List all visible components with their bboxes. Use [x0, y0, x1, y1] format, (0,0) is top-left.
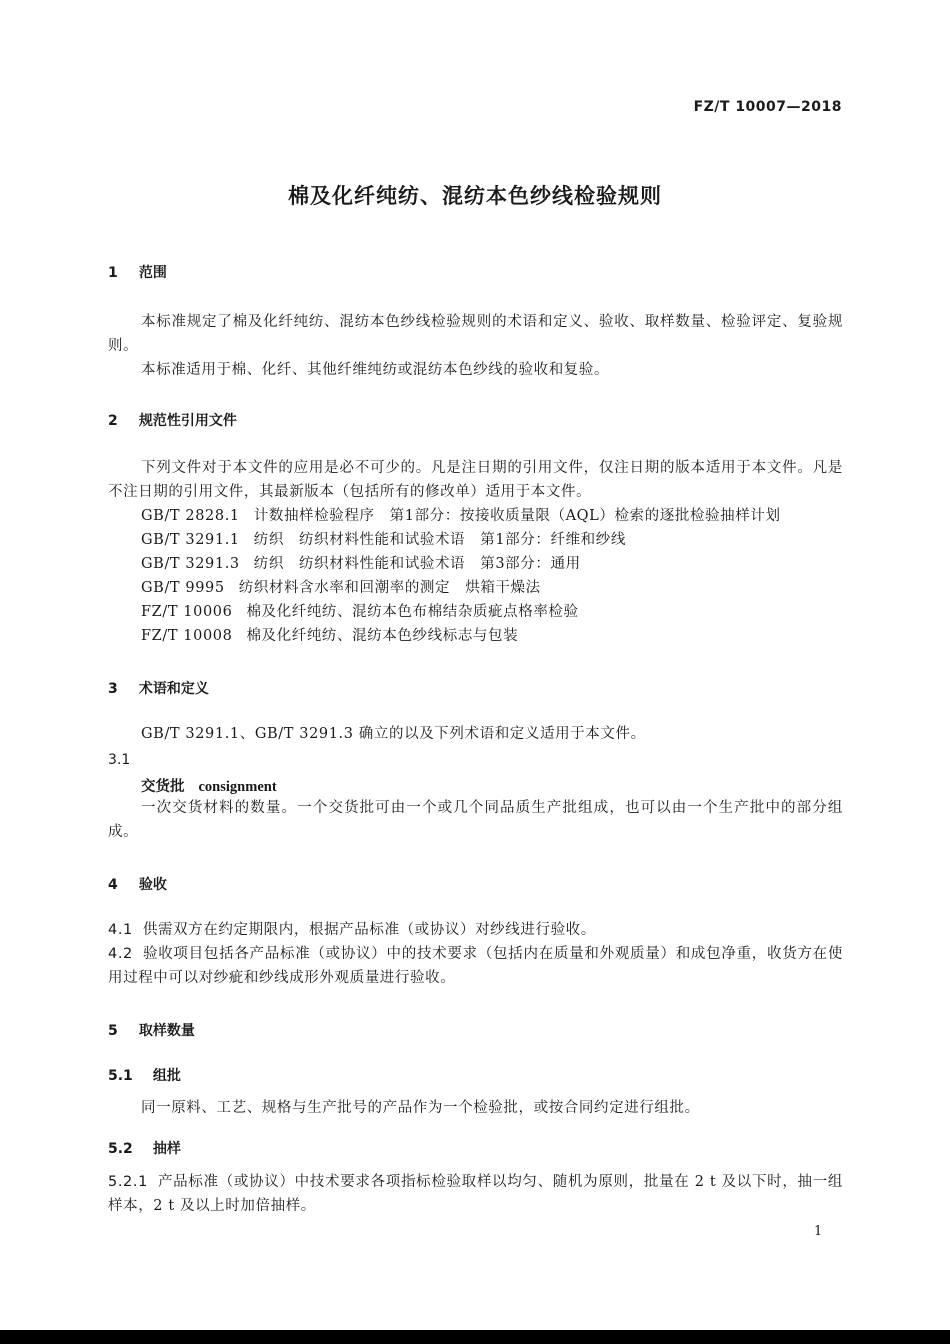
clause-text: 验收项目包括各产品标准（或协议）中的技术要求（包括内在质量和外观质量）和成包净重，收货方在使用过程中可以对纱疵和纱线成形外观质量进行验收。: [108, 946, 843, 986]
section-3-heading: [108, 678, 209, 698]
subsection-title: 组批: [152, 1068, 181, 1084]
term-english: consignment: [198, 779, 277, 795]
references-intro: 下列文件对于本文件的应用是必不可少的。凡是注日期的引用文件，仅注日期的版本适用于本文件。凡是不注日期的引用文件，其最新版本（包括所有的修改单）适用于本文件。: [108, 460, 843, 500]
reference-title: 纺织材料含水率和回潮率的测定 烘箱干燥法: [238, 580, 541, 596]
section-title: 验收: [138, 877, 167, 893]
reference-code: GB/T 2828.1: [141, 508, 240, 524]
clause-text: 产品标准（或协议）中技术要求各项指标检验取样以均匀、随机为原则，批量在 2 t 及以下时，抽一组样本，2 t 及以上时加倍抽样。: [108, 1174, 843, 1214]
section-1-heading: [108, 262, 167, 282]
subsection-number: 5.2: [108, 1141, 133, 1157]
reference-code: GB/T 9995: [141, 580, 225, 596]
section-5-heading: [108, 1020, 195, 1040]
bottom-rule: [0, 1330, 950, 1344]
reference-item: [141, 576, 541, 600]
batching-paragraph: 同一原料、工艺、规格与生产批号的产品作为一个检验批，或按合同约定进行组批。: [141, 1100, 700, 1116]
clause-text: 供需双方在约定期限内，根据产品标准（或协议）对纱线进行验收。: [142, 922, 596, 938]
reference-code: FZ/T 10008: [141, 628, 233, 644]
document-title: 棉及化纤纯纺、混纺本色纱线检验规则: [288, 184, 662, 208]
reference-title: 纺织 纺织材料性能和试验术语 第3部分：通用: [253, 556, 581, 572]
section-number: 4: [108, 877, 118, 893]
section-title: 范围: [138, 265, 167, 281]
term-chinese: 交货批: [141, 778, 185, 795]
reference-item: [141, 504, 781, 528]
reference-code: FZ/T 10006: [141, 604, 233, 620]
section-2-heading: [108, 410, 237, 430]
reference-code: GB/T 3291.3: [141, 556, 240, 572]
subsection-5-2-heading: [108, 1138, 181, 1158]
reference-title: 棉及化纤纯纺、混纺本色纱线标志与包装: [246, 628, 519, 644]
standard-code: FZ/T 10007—2018: [693, 99, 842, 115]
clause-number: 3.1: [108, 752, 131, 768]
clause-number: 4.1: [108, 922, 133, 938]
scope-paragraph-2: 本标准适用于棉、化纤、其他纤维纯纺或混纺本色纱线的验收和复验。: [141, 362, 610, 378]
page-number: 1: [814, 1224, 823, 1239]
clause-5-2-1: [108, 1170, 843, 1218]
clause-4-2: [108, 942, 843, 990]
section-title: 取样数量: [138, 1023, 195, 1039]
reference-item: [141, 552, 581, 576]
section-title: 术语和定义: [138, 681, 209, 697]
terms-intro: GB/T 3291.1、GB/T 3291.3 确立的以及下列术语和定义适用于本文件。: [141, 726, 646, 742]
term-definition: 一次交货材料的数量。一个交货批可由一个或几个同品质生产批组成，也可以由一个生产批中的部分组成。: [108, 800, 843, 840]
clause-number: 5.2.1: [108, 1174, 148, 1190]
subsection-number: 5.1: [108, 1068, 133, 1084]
clause-4-1: [108, 918, 843, 942]
subsection-5-1-heading: [108, 1065, 181, 1085]
reference-title: 棉及化纤纯纺、混纺本色布棉结杂质疵点格率检验: [246, 604, 579, 620]
subsection-title: 抽样: [152, 1141, 181, 1157]
reference-item: [141, 600, 579, 624]
reference-title: 计数抽样检验程序 第1部分：按接收质量限（AQL）检索的逐批检验抽样计划: [253, 508, 781, 524]
reference-code: GB/T 3291.1: [141, 532, 240, 548]
reference-item: [141, 528, 626, 552]
section-number: 2: [108, 413, 118, 429]
reference-title: 纺织 纺织材料性能和试验术语 第1部分：纤维和纱线: [253, 532, 626, 548]
reference-item: [141, 624, 518, 648]
section-number: 3: [108, 681, 118, 697]
section-title: 规范性引用文件: [138, 413, 237, 429]
clause-number: 4.2: [108, 946, 133, 962]
term-entry: [141, 775, 277, 796]
section-4-heading: [108, 874, 167, 894]
section-number: 1: [108, 265, 118, 281]
section-number: 5: [108, 1023, 118, 1039]
scope-paragraph-1: 本标准规定了棉及化纤纯纺、混纺本色纱线检验规则的术语和定义、验收、取样数量、检验评定、复验规则。: [108, 314, 843, 354]
